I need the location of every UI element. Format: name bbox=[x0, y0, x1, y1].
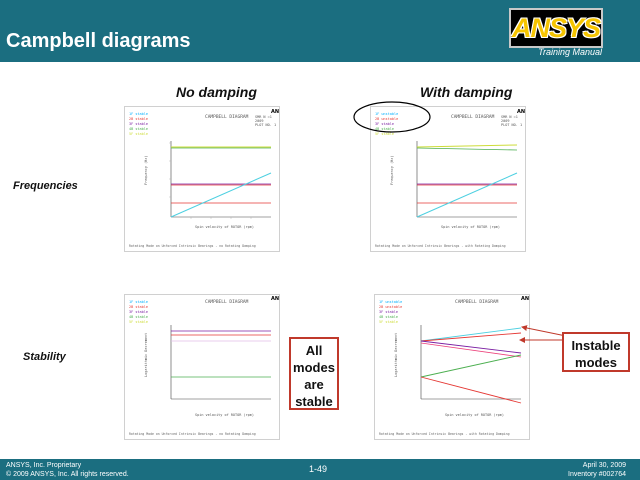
svg-text:1F unstable: 1F unstable bbox=[375, 112, 399, 116]
column-heading-with-damping: With damping bbox=[420, 84, 513, 100]
y-axis-label: Frequency (Hz) bbox=[144, 155, 148, 185]
svg-text:5F stable: 5F stable bbox=[375, 132, 394, 136]
svg-text:1F stable: 1F stable bbox=[129, 300, 148, 304]
svg-text:3F stable: 3F stable bbox=[129, 122, 148, 126]
x-axis-label: Spin velocity of ROTOR (rpm) bbox=[445, 413, 505, 417]
svg-text:2009: 2009 bbox=[255, 119, 264, 123]
plot-title: CAMPBELL DIAGRAM bbox=[205, 115, 249, 120]
footer-copyright: © 2009 ANSYS, Inc. All rights reserved. bbox=[6, 471, 129, 478]
plot-note: Rotating Mode on Unforced Intrinsic Bearings - no Rotating Damping bbox=[129, 244, 256, 248]
y-axis-label: Logarithmic Decrement bbox=[144, 332, 148, 377]
campbell-plot-stability-with-damping bbox=[374, 294, 530, 440]
svg-text:SMR N =1: SMR N =1 bbox=[501, 115, 518, 119]
svg-text:5F stable: 5F stable bbox=[129, 320, 148, 324]
callout-all-modes-stable: All modes are stable bbox=[289, 337, 339, 410]
row-label-frequencies: Frequencies bbox=[13, 180, 78, 192]
svg-text:PLOT NO. 1: PLOT NO. 1 bbox=[501, 123, 523, 127]
footer-proprietary: ANSYS, Inc. Proprietary bbox=[6, 462, 82, 469]
x-axis-label: Spin velocity of ROTOR (rpm) bbox=[441, 225, 501, 229]
plot-title: CAMPBELL DIAGRAM bbox=[455, 300, 499, 305]
y-axis-label: Frequency (Hz) bbox=[390, 155, 394, 185]
svg-text:1F unstable: 1F unstable bbox=[379, 300, 403, 304]
callout-instable-modes: Instable modes bbox=[562, 332, 630, 372]
x-axis-label: Spin velocity of ROTOR (rpm) bbox=[195, 225, 255, 229]
page-title: Campbell diagrams bbox=[6, 30, 191, 52]
plot-note: Rotating Mode on Unforced Intrinsic Bearings - with Rotating Damping bbox=[379, 432, 510, 436]
campbell-plot-stability-no-damping bbox=[124, 294, 280, 440]
svg-text:1F stable: 1F stable bbox=[129, 112, 148, 116]
svg-text:2009: 2009 bbox=[501, 119, 510, 123]
plot-note: Rotating Mode on Unforced Intrinsic Bearings - with Rotating Damping bbox=[375, 244, 506, 248]
ansys-logo bbox=[509, 8, 603, 48]
footer-inventory: Inventory #002764 bbox=[568, 471, 626, 478]
y-axis-label: Logarithmic Decrement bbox=[394, 332, 398, 377]
footer-band bbox=[0, 459, 640, 480]
svg-text:2B stable: 2B stable bbox=[129, 117, 148, 121]
page-number: 1-49 bbox=[309, 464, 328, 474]
svg-text:5F stable: 5F stable bbox=[379, 320, 398, 324]
svg-text:5F stable: 5F stable bbox=[129, 132, 148, 136]
plot-title: CAMPBELL DIAGRAM bbox=[205, 300, 249, 305]
x-axis-label: Spin velocity of ROTOR (rpm) bbox=[195, 413, 255, 417]
campbell-plot-frequency-no-damping bbox=[124, 106, 280, 252]
svg-text:4B stable: 4B stable bbox=[129, 315, 148, 319]
svg-text:PLOT NO. 1: PLOT NO. 1 bbox=[255, 123, 277, 127]
svg-text:4B stable: 4B stable bbox=[129, 127, 148, 131]
plot-logo: AN bbox=[521, 296, 529, 302]
header-band bbox=[0, 0, 640, 62]
training-manual-label: Training Manual bbox=[538, 47, 602, 57]
svg-text:4B stable: 4B stable bbox=[375, 127, 394, 131]
plot-logo: AN bbox=[517, 109, 525, 115]
svg-text:3F stable: 3F stable bbox=[375, 122, 394, 126]
svg-text:2B stable: 2B stable bbox=[129, 305, 148, 309]
row-label-stability: Stability bbox=[23, 351, 66, 363]
svg-text:SMR N =1: SMR N =1 bbox=[255, 115, 272, 119]
logo-text: ANSYS bbox=[511, 12, 601, 43]
svg-text:3F stable: 3F stable bbox=[129, 310, 148, 314]
svg-text:2B unstable: 2B unstable bbox=[379, 305, 403, 309]
plot-title: CAMPBELL DIAGRAM bbox=[451, 115, 495, 120]
plot-logo: AN bbox=[271, 296, 279, 302]
plot-logo: AN bbox=[271, 109, 279, 115]
legend-highlight-ellipse bbox=[352, 100, 432, 134]
svg-text:2B unstable: 2B unstable bbox=[375, 117, 399, 121]
plot-note: Rotating Mode on Unforced Intrinsic Bearings - no Rotating Damping bbox=[129, 432, 256, 436]
svg-text:3F stable: 3F stable bbox=[379, 310, 398, 314]
column-heading-no-damping: No damping bbox=[176, 84, 257, 100]
svg-text:4B stable: 4B stable bbox=[379, 315, 398, 319]
footer-date: April 30, 2009 bbox=[582, 462, 626, 469]
